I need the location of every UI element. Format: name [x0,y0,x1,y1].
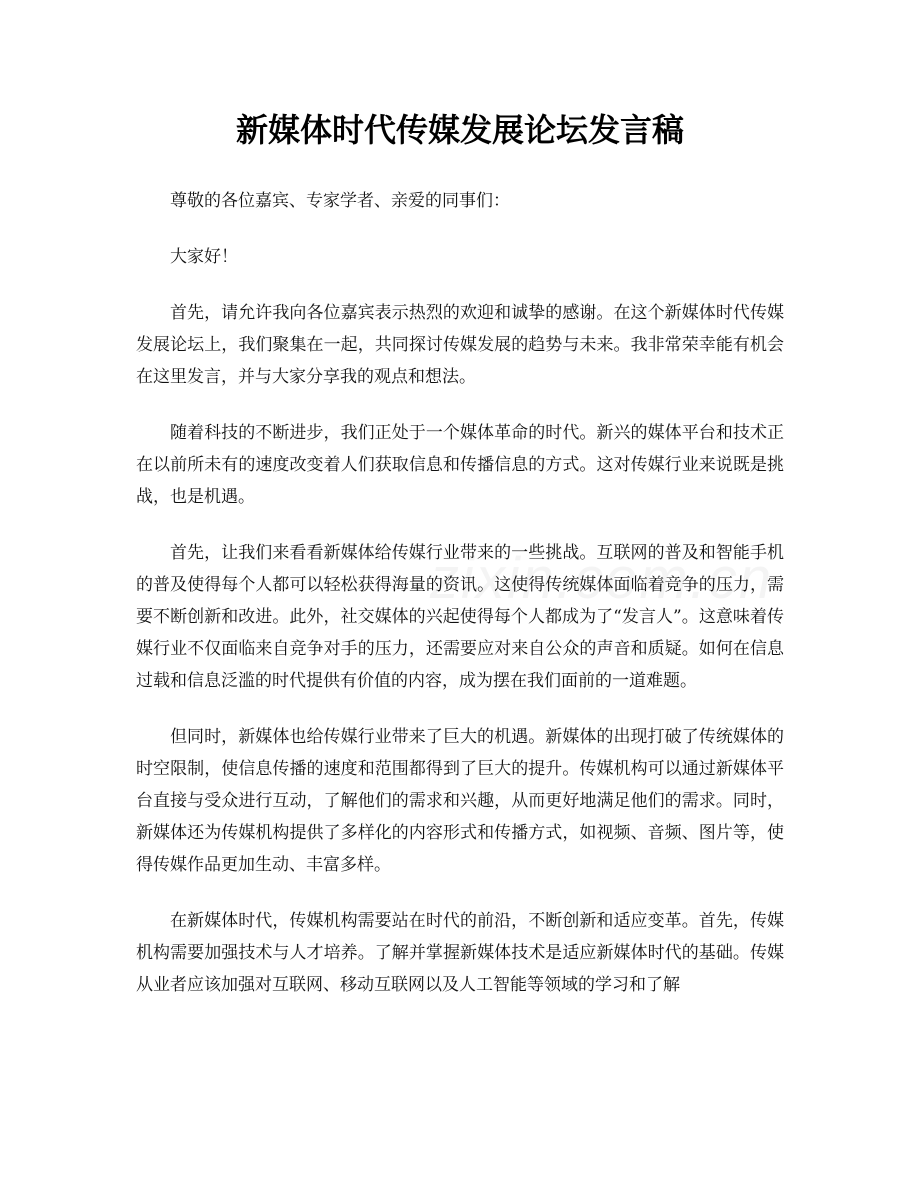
body-paragraph: 随着科技的不断进步，我们正处于一个媒体革命的时代。新兴的媒体平台和技术正在以前所未有的速度改变着人们获取信息和传播信息的方式。这对传媒行业来说既是挑战，也是机遇。 [136,423,784,507]
salutation-paragraph: 尊敬的各位嘉宾、专家学者、亲爱的同事们： [170,191,510,211]
greeting-paragraph: 大家好！ [170,247,238,267]
body-paragraph: 但同时，新媒体也给传媒行业带来了巨大的机遇。新媒体的出现打破了传统媒体的时空限制，使信息传播的速度和范围都得到了巨大的提升。传媒机构可以通过新媒体平台直接与受众进行互动，了解他们的需求和兴趣，从而更好地满足他们的需求。同时，新媒体还为传媒机构提供了多样化的内容形式和传播方式，如视频、音频、图片等，使得传媒作品更加生动、丰富多样。 [136,727,784,875]
body-paragraph: 首先，让我们来看看新媒体给传媒行业带来的一些挑战。互联网的普及和智能手机的普及使得每个人都可以轻松获得海量的资讯。这使得传统媒体面临着竞争的压力，需要不断创新和改进。此外，社交媒体的兴起使得每个人都成为了“发言人”。这意味着传媒行业不仅面临来自竞争对手的压力，还需要应对来自公众的声音和质疑。如何在信息过载和信息泛滥的时代提供有价值的内容，成为摆在我们面前的一道难题。 [136,543,784,691]
body-paragraph: 首先，请允许我向各位嘉宾表示热烈的欢迎和诚挚的感谢。在这个新媒体时代传媒发展论坛上，我们聚集在一起，共同探讨传媒发展的趋势与未来。我非常荣幸能有机会在这里发言，并与大家分享我的观点和想法。 [136,303,784,387]
body-paragraph: 在新媒体时代，传媒机构需要站在时代的前沿，不断创新和适应变革。首先，传媒机构需要加强技术与人才培养。了解并掌握新媒体技术是适应新媒体时代的基础。传媒从业者应该加强对互联网、移动互联网以及人工智能等领域的学习和了解 [136,911,784,995]
document-title: 新媒体时代传媒发展论坛发言稿 [235,111,684,149]
document-body [136,185,784,1025]
